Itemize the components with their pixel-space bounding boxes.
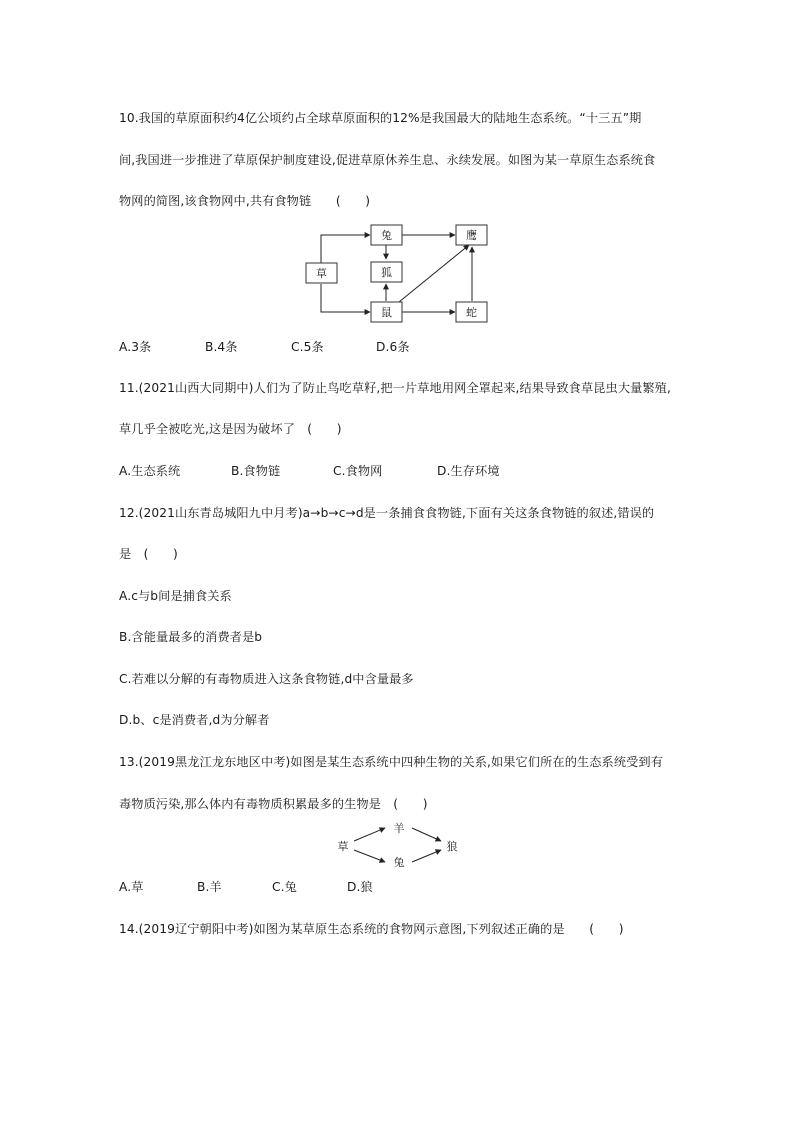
q11-option-c[interactable]: C.食物网 xyxy=(333,464,383,478)
q10-option-a[interactable]: A.3条 xyxy=(119,340,152,354)
node-label-grass: 草 xyxy=(316,267,327,280)
q10-option-d[interactable]: D.6条 xyxy=(376,340,410,354)
q14-stem-line-1: 14.(2019辽宁朝阳中考)如图为某草原生态系统的食物网示意图,下列叙述正确的是 ( ) xyxy=(119,922,624,936)
food-web-diagram-q13 xyxy=(330,818,465,870)
food-web-diagram-q10 xyxy=(300,218,500,328)
q13-option-a[interactable]: A.草 xyxy=(119,880,144,894)
q13-option-d[interactable]: D.狼 xyxy=(347,880,373,894)
node-label-grass: 草 xyxy=(337,840,349,853)
node-label-rabbit: 兔 xyxy=(381,229,392,242)
q11-option-b[interactable]: B.食物链 xyxy=(231,464,281,478)
q10-stem-line-3: 物网的简图,该食物网中,共有食物链 ( ) xyxy=(119,194,371,208)
arrow-grass-rabbit xyxy=(354,850,385,862)
arrow-mouse-eagle xyxy=(399,245,469,302)
arrow-grass-rabbit xyxy=(321,235,370,264)
q11-stem-line-2: 草几乎全被吃光,这是因为破坏了 ( ) xyxy=(119,422,342,436)
q10-stem-line-2: 间,我国进一步推进了草原保护制度建设,促进草原休养生息、永续发展。如图为某一草原生态系统食 xyxy=(119,153,656,167)
q12-stem-line-2: 是 ( ) xyxy=(119,547,178,561)
q11-stem-line-1: 11.(2021山西大同期中)人们为了防止鸟吃草籽,把一片草地用网全罩起来,结果导致食草昆虫大量繁殖, xyxy=(119,381,671,395)
q12-stem-line-1: 12.(2021山东青岛城阳九中月考)a→b→c→d是一条捕食食物链,下面有关这条食物链的叙述,错误的 xyxy=(119,506,655,520)
q10-option-c[interactable]: C.5条 xyxy=(291,340,324,354)
q13-stem-line-2: 毒物质污染,那么体内有毒物质积累最多的生物是 ( ) xyxy=(119,797,428,811)
arrow-grass-mouse xyxy=(321,284,370,312)
arrow-sheep-wolf xyxy=(412,828,441,841)
q12-option-a[interactable]: A.c与b间是捕食关系 xyxy=(119,589,232,603)
node-label-wolf: 狼 xyxy=(446,840,458,853)
q12-option-d[interactable]: D.b、c是消费者,d为分解者 xyxy=(119,713,270,727)
arrow-rabbit-wolf xyxy=(412,850,441,862)
node-label-rabbit: 兔 xyxy=(393,856,405,869)
node-label-snake: 蛇 xyxy=(466,306,477,319)
q12-option-b[interactable]: B.含能量最多的消费者是b xyxy=(119,630,263,644)
node-label-eagle: 鹰 xyxy=(466,229,477,242)
q10-option-b[interactable]: B.4条 xyxy=(205,340,238,354)
q13-option-b[interactable]: B.羊 xyxy=(197,880,222,894)
node-label-fox: 狐 xyxy=(381,266,392,279)
q13-stem-line-1: 13.(2019黑龙江龙东地区中考)如图是某生态系统中四种生物的关系,如果它们所在的生态系统受到有 xyxy=(119,755,663,769)
q11-option-a[interactable]: A.生态系统 xyxy=(119,464,181,478)
q10-stem-line-1: 10.我国的草原面积约4亿公顷约占全球草原面积的12%是我国最大的陆地生态系统。“十三五”期 xyxy=(119,111,642,125)
node-label-sheep: 羊 xyxy=(393,822,405,835)
arrow-grass-sheep xyxy=(354,828,385,841)
q13-option-c[interactable]: C.兔 xyxy=(272,880,297,894)
q12-option-c[interactable]: C.若难以分解的有毒物质进入这条食物链,d中含量最多 xyxy=(119,672,414,686)
node-label-mouse: 鼠 xyxy=(381,306,392,319)
q11-option-d[interactable]: D.生存环境 xyxy=(437,464,500,478)
